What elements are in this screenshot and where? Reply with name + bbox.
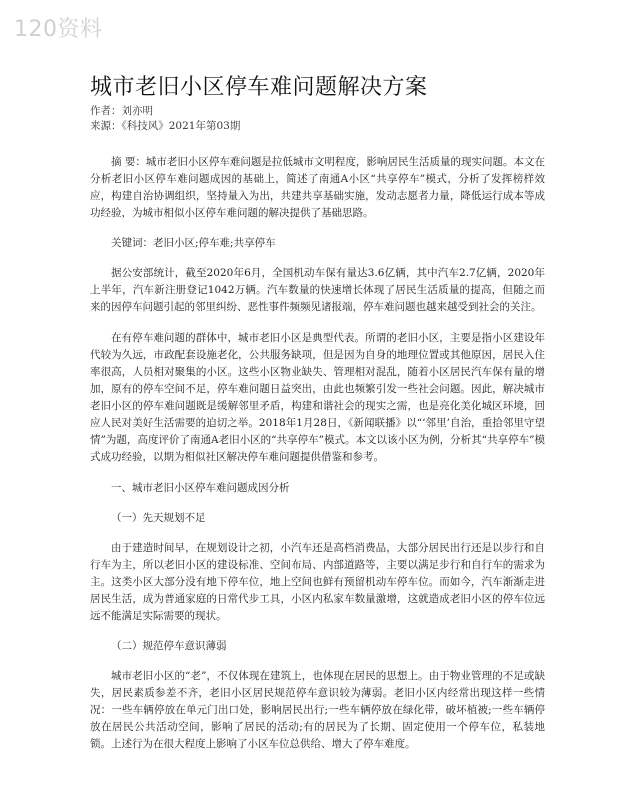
- watermark-logo: 120资料: [14, 17, 103, 42]
- body-paragraph: 在有停车难问题的群体中，城市老旧小区是典型代表。所谓的老旧小区，主要是指小区建设年代较为久远，市政配套设施老化，公共服务缺项，但是因为自身的地理位置或其他原因，居民入住率很高，人员相对聚集的小区。这些小区物业缺失、管理相对混乱，随着小区居民汽车保有量的增加，原有的停车空间不足，停车难问题日益突出，由此也频繁引发一些社会问题。因此，解决城市老旧小区的停车难问题既是缓解邻里矛盾，构建和谐社会的现实之需，也是亮化美化城区环境，回应人民对美好生活需要的迫切之举。2018年1月28日，《新闻联播》以“‘邻里’自治，重拾邻里守望情”为题，高度评价了南通A老旧小区的“共享停车”模式。本文以该小区为例，分析其“共享停车”模式成功经验，以期为相似社区解决停车难问题提供借鉴和参考。: [90, 332, 545, 463]
- body-paragraph: 由于建造时间早，在规划设计之初，小汽车还是高档消费品，大部分居民出行还是以步行和自行车为主，所以老旧小区的建设标准、空间布局、内部道路等，主要以满足步行和自行车的需求为主。这类小区大部分没有地下停车位，地上空间也鲜有预留机动车停车位。而如今，汽车渐渐走进居民生活，成为普通家庭的日常代步工具，小区内私家车数量激增，这就造成老旧小区的停车位远远不能满足实际需要的现状。: [90, 542, 545, 622]
- body-paragraph: 城市老旧小区的“老”，不仅体现在建筑上，也体现在居民的思想上。由于物业管理的不足或缺失，居民素质参差不齐，老旧小区居民规范停车意识较为薄弱。老旧小区内经常出现这样一些情况：一些车辆停放在单元门出口处，影响居民出行;一些车辆停放在绿化带，破坏植被;一些车辆停放在居民公共活动空间，影响了居民的活动;有的居民为了长期、固定使用一个停车位，私装地锁。上述行为在很大程度上影响了小区车位总供给、增大了停车难度。: [90, 670, 545, 750]
- source-line: 来源：《科技风》2021年第03期: [90, 120, 241, 132]
- section-heading: 一、城市老旧小区停车难问题成因分析: [111, 482, 290, 494]
- document-page: [90, 74, 545, 753]
- abstract-paragraph: 摘 要：城市老旧小区停车难问题是拉低城市文明程度，影响居民生活质量的现实问题。本文在分析老旧小区停车难问题成因的基础上，简述了南通A小区“共享停车”模式，分析了发挥榜样效应，构建自治协调组织，坚持量入为出，共建共享基础实施，发动志愿者力量，降低运行成本等成功经验，为城市相似小区停车难问题的解决提供了基础思路。: [90, 156, 545, 219]
- keywords-line: 关键词：老旧小区;停车难;共享停车: [111, 237, 276, 249]
- subsection-heading: （一）先天规划不足: [111, 512, 206, 524]
- body-paragraph: 据公安部统计，截至2020年6月，全国机动车保有量达3.6亿辆，其中汽车2.7亿辆，2020年上半年，汽车新注册登记1042万辆。汽车数量的快速增长体现了居民生活质量的提高，但随之而来的因停车问题引起的邻里纠纷、恶性事件频频见诸报端，停车难问题也越来越受到社会的关注。: [90, 267, 545, 313]
- author-line: 作者：刘亦明: [90, 105, 153, 117]
- document-title: 城市老旧小区停车难问题解决方案: [90, 75, 428, 100]
- subsection-heading: （二）规范停车意识薄弱: [111, 640, 227, 652]
